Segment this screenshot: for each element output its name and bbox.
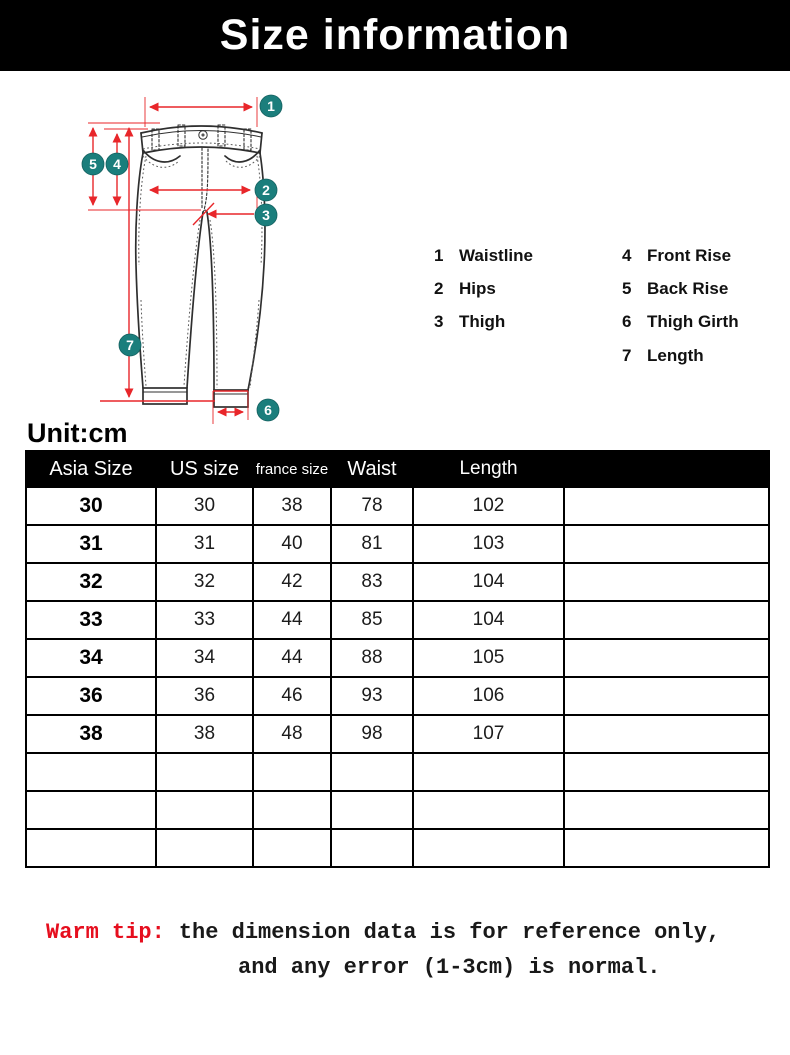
cell: 44 — [253, 639, 331, 677]
cell: 38 — [26, 715, 156, 753]
cell: 85 — [331, 601, 413, 639]
header-row — [26, 451, 769, 487]
legend-item-front-rise — [622, 239, 739, 272]
measurement-legend-col1 — [434, 239, 533, 339]
table-row — [26, 487, 769, 525]
legend-item-waistline — [434, 239, 533, 272]
cell: 106 — [413, 677, 564, 715]
callout-3-number: 3 — [262, 207, 270, 223]
table-row — [26, 715, 769, 753]
legend-item-length — [622, 339, 739, 372]
cell: 44 — [253, 601, 331, 639]
table-row — [26, 791, 769, 829]
table-row — [26, 639, 769, 677]
cell — [564, 487, 769, 525]
size-table — [25, 450, 770, 868]
legend-label: Back Rise — [647, 279, 729, 299]
cell — [331, 753, 413, 791]
cell — [564, 601, 769, 639]
callout-2-number: 2 — [262, 182, 270, 198]
cell — [156, 829, 253, 867]
legend-item-thigh-girth — [622, 306, 739, 339]
cell — [413, 753, 564, 791]
legend-label: Thigh Girth — [647, 312, 739, 332]
cell — [156, 791, 253, 829]
cell: 46 — [253, 677, 331, 715]
column-header-us-size: US size — [156, 451, 253, 487]
cell — [26, 753, 156, 791]
legend-number: 1 — [434, 245, 444, 265]
callout-6-number: 6 — [264, 402, 272, 418]
unit-label: Unit:cm — [27, 418, 128, 448]
cell: 103 — [413, 525, 564, 563]
warm-tip-label: Warm tip: — [46, 920, 165, 945]
cell — [331, 791, 413, 829]
stitch-lines — [139, 143, 262, 388]
cell: 33 — [26, 601, 156, 639]
table-row — [26, 601, 769, 639]
legend-item-thigh — [434, 306, 533, 339]
cell: 102 — [413, 487, 564, 525]
cell: 93 — [331, 677, 413, 715]
legend-number: 2 — [434, 279, 444, 299]
warm-tip-line2: and any error (1-3cm) is normal. — [238, 955, 661, 980]
cell: 38 — [156, 715, 253, 753]
column-header-france-size: france size — [253, 451, 331, 487]
pants-diagram — [55, 80, 405, 430]
cell — [564, 677, 769, 715]
legend-number: 6 — [622, 312, 632, 332]
cell: 48 — [253, 715, 331, 753]
cell — [564, 791, 769, 829]
column-header-asia-size: Asia Size — [26, 451, 156, 487]
cell: 98 — [331, 715, 413, 753]
legend-item-back-rise — [622, 272, 739, 305]
cell: 36 — [156, 677, 253, 715]
cell: 88 — [331, 639, 413, 677]
callout-7-number: 7 — [126, 337, 134, 353]
cell: 83 — [331, 563, 413, 601]
cell: 34 — [26, 639, 156, 677]
cell: 30 — [26, 487, 156, 525]
cell — [564, 715, 769, 753]
cell — [413, 829, 564, 867]
cell: 36 — [26, 677, 156, 715]
cell — [331, 829, 413, 867]
cell: 81 — [331, 525, 413, 563]
dimension-arrows — [88, 97, 257, 424]
legend-label: Front Rise — [647, 245, 732, 265]
cell — [564, 639, 769, 677]
size-table-header — [26, 451, 769, 487]
pants-outline-drawing — [136, 125, 265, 407]
page-title: Size information — [219, 11, 571, 59]
cell: 78 — [331, 487, 413, 525]
callout-1-number: 1 — [267, 98, 275, 114]
cell: 105 — [413, 639, 564, 677]
cell: 32 — [26, 563, 156, 601]
cell — [26, 791, 156, 829]
table-row — [26, 563, 769, 601]
table-row — [26, 525, 769, 563]
cell: 33 — [156, 601, 253, 639]
cell — [253, 753, 331, 791]
title-bar — [0, 0, 790, 71]
cell: 31 — [156, 525, 253, 563]
legend-number: 7 — [622, 345, 632, 365]
callout-4-number: 4 — [113, 156, 121, 172]
cell: 104 — [413, 563, 564, 601]
measurement-legend-col2 — [622, 239, 739, 373]
cell — [564, 829, 769, 867]
column-header-length: Length — [413, 451, 564, 487]
cell: 34 — [156, 639, 253, 677]
cell: 104 — [413, 601, 564, 639]
cell — [564, 525, 769, 563]
cell — [413, 791, 564, 829]
legend-number: 5 — [622, 279, 632, 299]
callout-5-number: 5 — [89, 156, 97, 172]
cell: 40 — [253, 525, 331, 563]
warm-tip-text1: the dimension data is for reference only, — [178, 920, 721, 945]
table-row — [26, 753, 769, 791]
cell: 38 — [253, 487, 331, 525]
cell — [564, 563, 769, 601]
warm-tip-line1 — [46, 920, 720, 945]
cell: 107 — [413, 715, 564, 753]
cell — [253, 829, 331, 867]
legend-number: 4 — [622, 245, 632, 265]
cell — [253, 791, 331, 829]
cell: 31 — [26, 525, 156, 563]
column-header-empty — [564, 451, 769, 487]
legend-label: Length — [647, 345, 704, 365]
column-header-waist: Waist — [331, 451, 413, 487]
cell: 30 — [156, 487, 253, 525]
size-table-body — [26, 487, 769, 867]
legend-item-hips — [434, 272, 533, 305]
table-row — [26, 677, 769, 715]
cell — [26, 829, 156, 867]
legend-label: Waistline — [459, 245, 533, 265]
table-row — [26, 829, 769, 867]
cell — [156, 753, 253, 791]
cell: 42 — [253, 563, 331, 601]
legend-label: Hips — [459, 279, 496, 299]
cell — [564, 753, 769, 791]
legend-number: 3 — [434, 312, 444, 332]
cell: 32 — [156, 563, 253, 601]
legend-label: Thigh — [459, 312, 506, 332]
